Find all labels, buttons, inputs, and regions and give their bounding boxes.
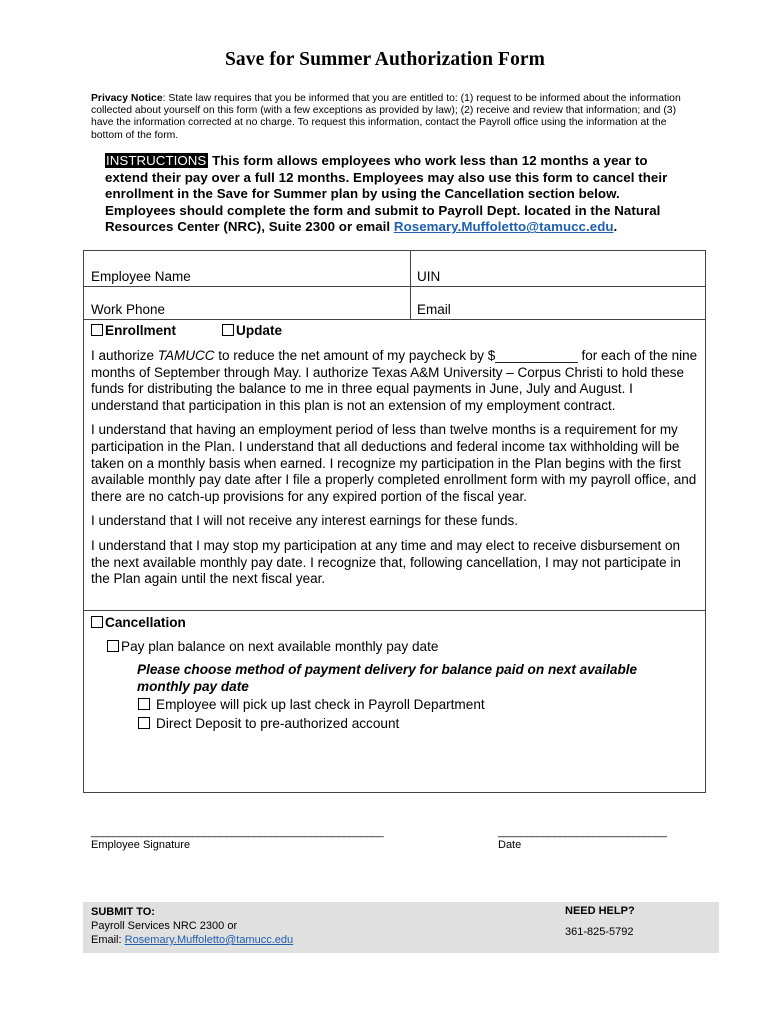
- stop-participation-paragraph: I understand that I may stop my participation at any time and may elect to receive disbursement on the next available monthly pay date. I recognize that, following cancellation, I may not participate in the Plan again until the next fiscal year.: [91, 537, 681, 587]
- instructions: [105, 153, 691, 236]
- submit-to-block: [91, 905, 293, 947]
- cancellation-option[interactable]: [91, 615, 186, 630]
- section-divider: [84, 610, 705, 611]
- instructions-tag: INSTRUCTIONS: [106, 153, 207, 168]
- submit-to-address: Payroll Services NRC 2300 or: [91, 920, 238, 932]
- instructions-email-link[interactable]: Rosemary.Muffoletto@tamucc.edu: [393, 219, 614, 235]
- enrollment-label: Enrollment: [105, 323, 176, 338]
- update-label: Update: [236, 323, 283, 338]
- authorize-amount-text: to reduce the net amount of my paycheck by $___________ for each of the nine months of September through May. I authorize Texas A&M University – Corpus Christi to hold these funds for distributing the balance to me in three equal payments in June, July and August. I understand that participation in this plan is not an extension of my employment contract.: [91, 348, 698, 413]
- row-divider: [84, 286, 705, 287]
- privacy-notice-text: : State law requires that you be informed that you are entitled to: (1) request to be informed about the information collected about yourself on this form (with a few exceptions as provided by law); (2) receive and review that information; and (3) have the information corrected at no charge. To request this information, contact the Payroll office using the information at the bottom of the form.: [91, 93, 681, 141]
- date-line[interactable]: ______________________________: [498, 826, 667, 838]
- instructions-text: This form allows employees who work less than 12 months a year to extend their pay over a full 12 months. Employees may also use this form to cancel their enrollment in the Save for Summer plan by using the Cancellation section below. Employees should complete the form and submit to Payroll Dept. located in the Natural Resources Center (NRC), Suite 2300 or email: [105, 153, 668, 235]
- email-field[interactable]: Email: [417, 302, 451, 317]
- update-option[interactable]: [222, 323, 282, 338]
- employee-signature-label: Employee Signature: [91, 839, 191, 851]
- work-phone-field[interactable]: Work Phone: [91, 302, 166, 317]
- submit-to-email-line: [91, 933, 293, 947]
- direct-deposit-option[interactable]: [138, 716, 399, 731]
- pay-balance-option[interactable]: [107, 639, 438, 654]
- uin-field[interactable]: UIN: [417, 269, 441, 284]
- privacy-notice-label: Privacy Notice: [91, 93, 163, 104]
- pickup-checkbox[interactable]: [138, 698, 150, 710]
- interest-paragraph: I understand that I will not receive any interest earnings for these funds.: [91, 513, 518, 529]
- pay-balance-label: Pay plan balance on next available monthly pay date: [121, 639, 439, 654]
- eligibility-paragraph: I understand that having an employment period of less than twelve months is a requirement for my participation in the Plan. I understand that all deductions and federal income tax withholding will be taken on a monthly basis when earned. I recognize my participation in the Plan begins with the first available monthly pay date after I file a properly completed enrollment form with my payroll office, and there are no catch-up provisions for any expired portion of the fiscal year.: [91, 422, 697, 504]
- date-label: Date: [498, 839, 522, 851]
- update-checkbox[interactable]: [222, 324, 234, 336]
- help-phone: 361-825-5792: [565, 926, 634, 938]
- submit-to-title: SUBMIT TO:: [91, 906, 155, 918]
- authorization-text: [91, 348, 699, 596]
- authorize-intro: I authorize: [91, 348, 158, 363]
- need-help-title: NEED HELP?: [565, 905, 635, 917]
- employee-signature-line[interactable]: ____________________________________________________: [91, 826, 384, 838]
- submit-email-prefix: Email:: [91, 934, 125, 946]
- field-divider: [410, 251, 411, 319]
- row-divider: [84, 319, 705, 320]
- enrollment-option[interactable]: [91, 323, 176, 338]
- cancellation-checkbox[interactable]: [91, 616, 103, 628]
- enrollment-checkbox[interactable]: [91, 324, 103, 336]
- privacy-notice: [91, 93, 691, 142]
- footer-contact-box: [83, 902, 719, 953]
- cancellation-label: Cancellation: [105, 615, 186, 630]
- direct-deposit-label: Direct Deposit to pre-authorized account: [156, 716, 400, 731]
- authorization-paragraph: [91, 348, 699, 414]
- instructions-end: .: [613, 219, 618, 235]
- payment-method-prompt: Please choose method of payment delivery for balance paid on next available monthly pay date: [137, 662, 638, 694]
- pay-balance-checkbox[interactable]: [107, 640, 119, 652]
- page-title: Save for Summer Authorization Form: [224, 49, 546, 70]
- pickup-option[interactable]: [138, 697, 485, 712]
- employee-name-field[interactable]: Employee Name: [91, 269, 191, 284]
- authorization-form: [83, 250, 706, 793]
- pickup-label: Employee will pick up last check in Payroll Department: [156, 697, 485, 712]
- submit-email-link[interactable]: Rosemary.Muffoletto@tamucc.edu: [124, 934, 294, 946]
- authorize-tamucc: TAMUCC: [157, 348, 215, 363]
- direct-deposit-checkbox[interactable]: [138, 717, 150, 729]
